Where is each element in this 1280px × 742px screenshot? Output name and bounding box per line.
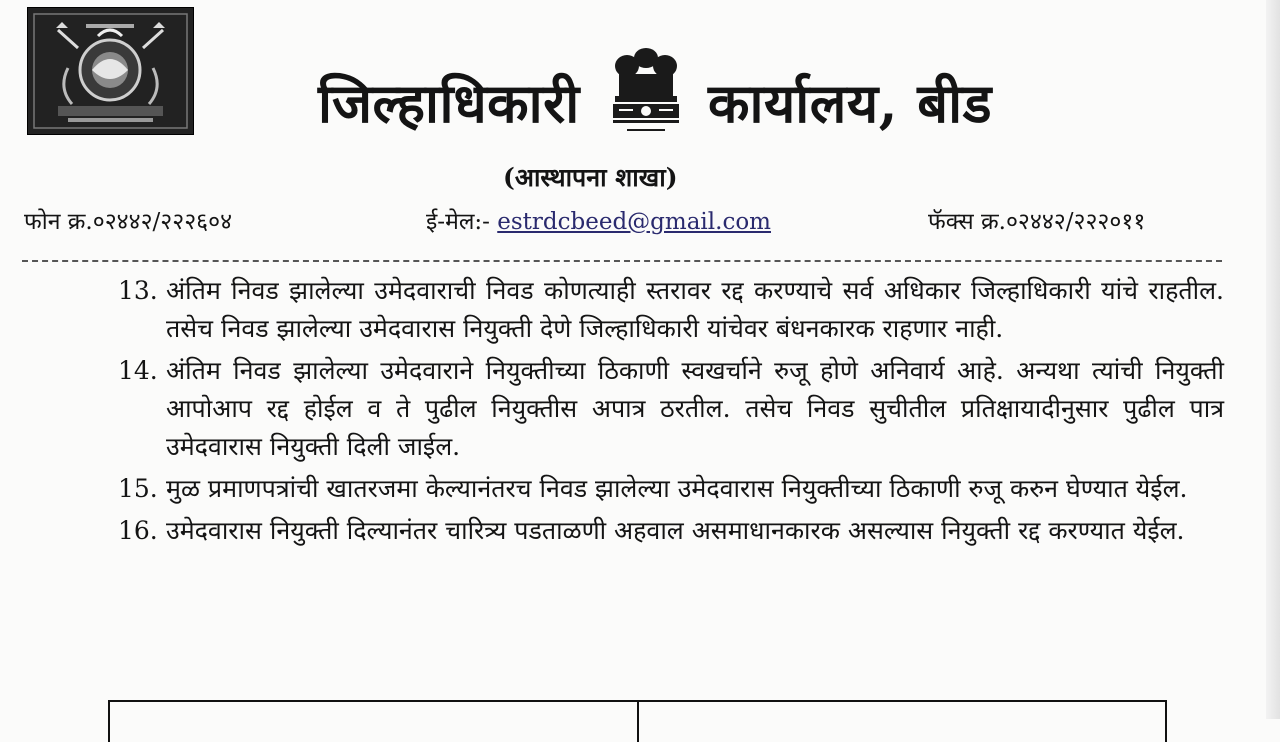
clause-number: 14. xyxy=(118,356,158,385)
clause-text: अंतिम निवड झालेल्या उमेदवाराने नियुक्तीच्या ठिकाणी स्वखर्चाने रुजू होणे अनिवार्य आहे. अन्यथा त्यांची नियुक्ती आपोआप रद्द होईल व ते पुढील नियुक्तीस अपात्र ठरतील. तसेच निवड सुचीतील प्रतिक्षायादीनुसार पुढील पात्र उमेदवारास नियुक्ती दिली जाईल. xyxy=(166,356,1224,461)
clause-text: उमेदवारास नियुक्ती दिल्यानंतर चारित्र्य पडताळणी अहवाल असमाधानकारक असल्यास नियुक्ती रद्द करण्यात येईल. xyxy=(166,516,1185,545)
email-label: ई-मेल:- xyxy=(426,209,498,235)
office-title-part2: कार्यालय, बीड xyxy=(708,71,993,135)
office-title-part1: जिल्हाधिकारी xyxy=(318,71,580,135)
clause-text: मुळ प्रमाणपत्रांची खातरजमा केल्यानंतरच निवड झालेल्या उमेदवारास नियुक्तीच्या ठिकाणी रुजू करुन घेण्यात येईल. xyxy=(166,474,1188,503)
clause-number: 13. xyxy=(118,276,158,305)
fax-number: फॅक्स क्र.०२४४२/२२२०११ xyxy=(928,209,1146,235)
clause-text: अंतिम निवड झालेल्या उमेदवाराची निवड कोणत्याही स्तरावर रद्द करण्याचे सर्व अधिकार जिल्हाधिकारी यांचे राहतील. तसेच निवड झालेल्या उमेदवारास नियुक्ती देणे जिल्हाधिकारी यांचेवर बंधनकारक राहणार नाही. xyxy=(166,276,1224,343)
section-name: (आस्थापना शाखा) xyxy=(503,163,678,192)
email-link[interactable]: estrdcbeed@gmail.com xyxy=(497,209,771,235)
clause-item xyxy=(118,272,1224,348)
table-column-divider xyxy=(637,702,639,742)
signature-table xyxy=(108,700,1167,742)
clause-item xyxy=(118,470,1224,508)
phone-number: फोन क्र.०२४४२/२२२६०४ xyxy=(24,209,233,235)
page-edge-shadow xyxy=(1266,0,1280,719)
clause-item xyxy=(118,512,1224,550)
district-emblem-image xyxy=(27,7,194,135)
clause-list xyxy=(118,272,1224,554)
clause-number: 15. xyxy=(118,474,158,503)
header-divider xyxy=(22,260,1222,262)
clause-item xyxy=(118,352,1224,466)
clause-number: 16. xyxy=(118,516,158,545)
national-emblem-icon xyxy=(605,44,687,136)
email-block xyxy=(426,204,771,236)
